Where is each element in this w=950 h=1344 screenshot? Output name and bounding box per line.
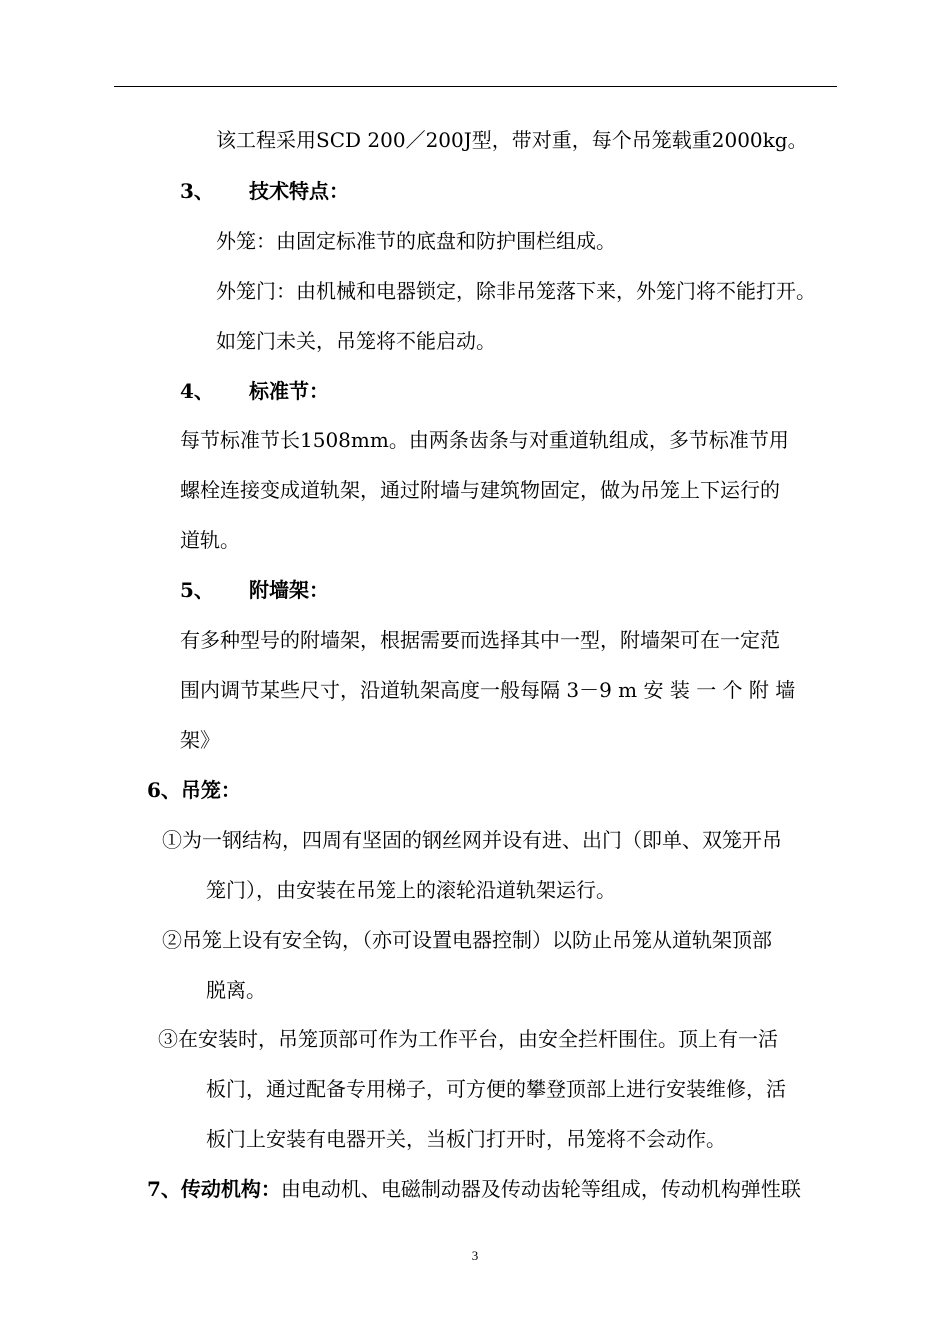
section-3-title: 技术特点： xyxy=(249,179,349,203)
section-3-number: 3、 xyxy=(180,179,214,203)
para-wall-bracket-2: 围内调节某些尺寸，沿道轨架高度一般每隔 3－9 m 安 装 一 个 附 墙 xyxy=(180,678,796,702)
section-7-line xyxy=(147,1177,801,1201)
para-cage-door: 如笼门未关，吊笼将不能启动。 xyxy=(216,329,496,353)
section-4-number: 4、 xyxy=(180,379,214,403)
item-3-line-2: 板门，通过配备专用梯子，可方便的攀登顶部上进行安装维修，活 xyxy=(206,1077,786,1101)
para-outer-cage: 外笼：由固定标准节的底盘和防护围栏组成。 xyxy=(216,229,616,253)
para-standard-section-1: 每节标准节长1508mm。由两条齿条与对重道轨组成，多节标准节用 xyxy=(180,428,789,452)
section-7-title: 7、传动机构： xyxy=(147,1177,281,1201)
section-5-title: 附墙架： xyxy=(249,578,329,602)
section-7-text: 由电动机、电磁制动器及传动齿轮等组成，传动机构弹性联 xyxy=(280,1177,801,1201)
para-wall-bracket-3: 架》 xyxy=(180,728,220,752)
item-3-line-3: 板门上安装有电器开关，当板门打开时，吊笼将不会动作。 xyxy=(206,1127,726,1151)
item-2-line-2: 脱离。 xyxy=(206,978,266,1002)
item-3-line-1: ③在安装时，吊笼顶部可作为工作平台，由安全拦杆围住。顶上有一活 xyxy=(158,1027,778,1051)
header-rule xyxy=(114,86,837,87)
para-wall-bracket-1: 有多种型号的附墙架，根据需要而选择其中一型，附墙架可在一定范 xyxy=(180,628,780,652)
para-standard-section-2: 螺栓连接变成道轨架，通过附墙与建筑物固定，做为吊笼上下运行的 xyxy=(180,478,780,502)
para-model: 该工程采用SCD 200／200J型，带对重，每个吊笼载重2000kg。 xyxy=(216,128,808,152)
page-number: 3 xyxy=(471,1248,479,1263)
section-5-number: 5、 xyxy=(180,578,214,602)
section-6-title: 6、吊笼： xyxy=(147,778,241,802)
item-2-line-1: ②吊笼上设有安全钩，（亦可设置电器控制）以防止吊笼从道轨架顶部 xyxy=(162,928,772,952)
section-4-title: 标准节： xyxy=(249,379,329,403)
item-1-line-2: 笼门），由安装在吊笼上的滚轮沿道轨架运行。 xyxy=(206,878,616,902)
para-standard-section-3: 道轨。 xyxy=(180,528,240,552)
para-outer-cage-door: 外笼门：由机械和电器锁定，除非吊笼落下来，外笼门将不能打开。 xyxy=(216,279,816,303)
item-1-line-1: ①为一钢结构，四周有坚固的钢丝网并设有进、出门（即单、双笼开吊 xyxy=(162,828,782,852)
